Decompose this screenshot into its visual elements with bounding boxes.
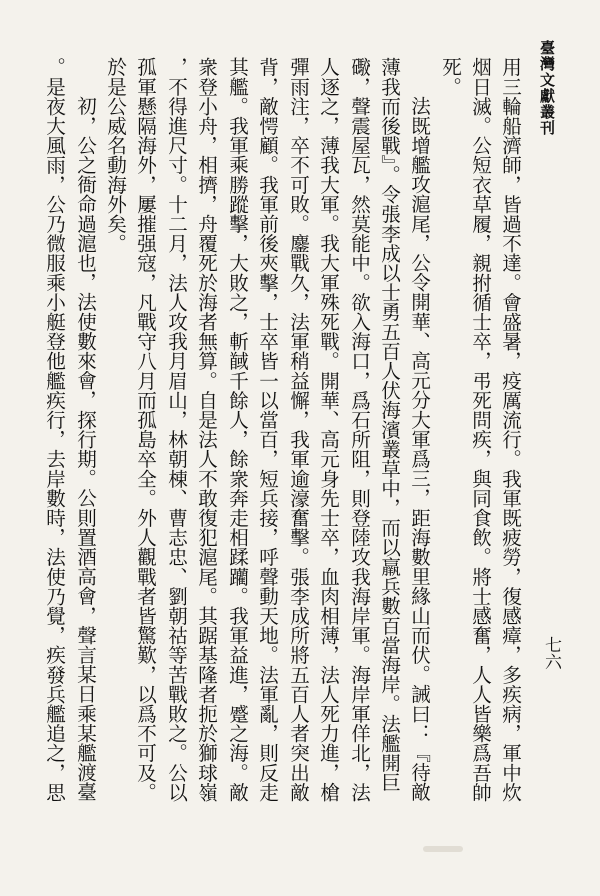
text-column: 於是公威名動海外矣。 (103, 57, 127, 253)
text-column: 孤軍懸隔海外，屢摧强寇，凡戰守八月而孤島卒全。外人觀戰者皆驚歎，以爲不可及。 (133, 57, 157, 802)
page-number: 七六 (541, 636, 561, 670)
text-column: 死。 (438, 57, 462, 97)
text-column: 薄我而後戰』。令張李成以士勇五百人伏海濱叢草中，而以羸兵數百當海岸。法艦開巨 (377, 57, 401, 792)
text-column: 背，敵愕顧。我軍前後夾擊，士卒皆一以當百，短兵接，呼聲動天地。法軍亂，則反走 (255, 57, 279, 802)
header-rule (527, 36, 528, 836)
text-column: 礮，聲震屋瓦，然莫能中。欲入海口，爲石所阻，則登陸攻我海岸軍。海岸軍佯北，法 (347, 57, 371, 802)
text-column: 初，公之衙命過滬也，法使數來會，探行期。公則置酒高會，聲言某日乘某艦渡臺 (73, 96, 97, 802)
text-column: 烟日滅。公短衣草履，親拊循士卒，弔死問疾，與同食飲。將士感奮，人人皆樂爲吾帥 (468, 57, 492, 802)
text-column: 彈雨注，卒不可敗。鏖戰久，法軍稍益懈，我軍逾濠奮擊。張李成所將五百人者突出敵 (286, 57, 310, 802)
text-column: ，不得進尺寸。十二月，法人攻我月眉山，林朝棟、曹志忠、劉朝祜等苦戰敗之。公以 (164, 57, 188, 802)
text-column: 法既增艦攻滬尾，公令開華、高元分大軍爲三，距海數里緣山而伏。誡曰：『待敵 (407, 96, 431, 802)
running-header-title: 臺灣文獻叢刊 (538, 40, 556, 136)
text-column: 衆登小舟，相擠，舟覆死於海者無算。自是法人不敢復犯滬尾。其踞基隆者扼於獅球嶺 (194, 57, 218, 802)
text-column: 其艦。我軍乘勝蹤擊，大敗之，斬馘千餘人，餘衆奔走相蹂躪。我軍益進，蹙之海。敵 (225, 57, 249, 802)
text-column: 。是夜大風雨，公乃微服乘小艇登他艦疾行，去岸數時，法使乃覺，疾發兵艦追之，思 (42, 57, 66, 802)
text-column: 用三輪船濟師，皆過不達。會盛暑，疫厲流行。我軍既疲勞，復感瘴，多疾病，軍中炊 (498, 57, 522, 802)
ink-smudge (423, 846, 463, 852)
text-column: 人逐之，薄我大軍。我大軍殊死戰。開華、高元身先士卒，血肉相薄，法人死力進，槍 (316, 57, 340, 802)
